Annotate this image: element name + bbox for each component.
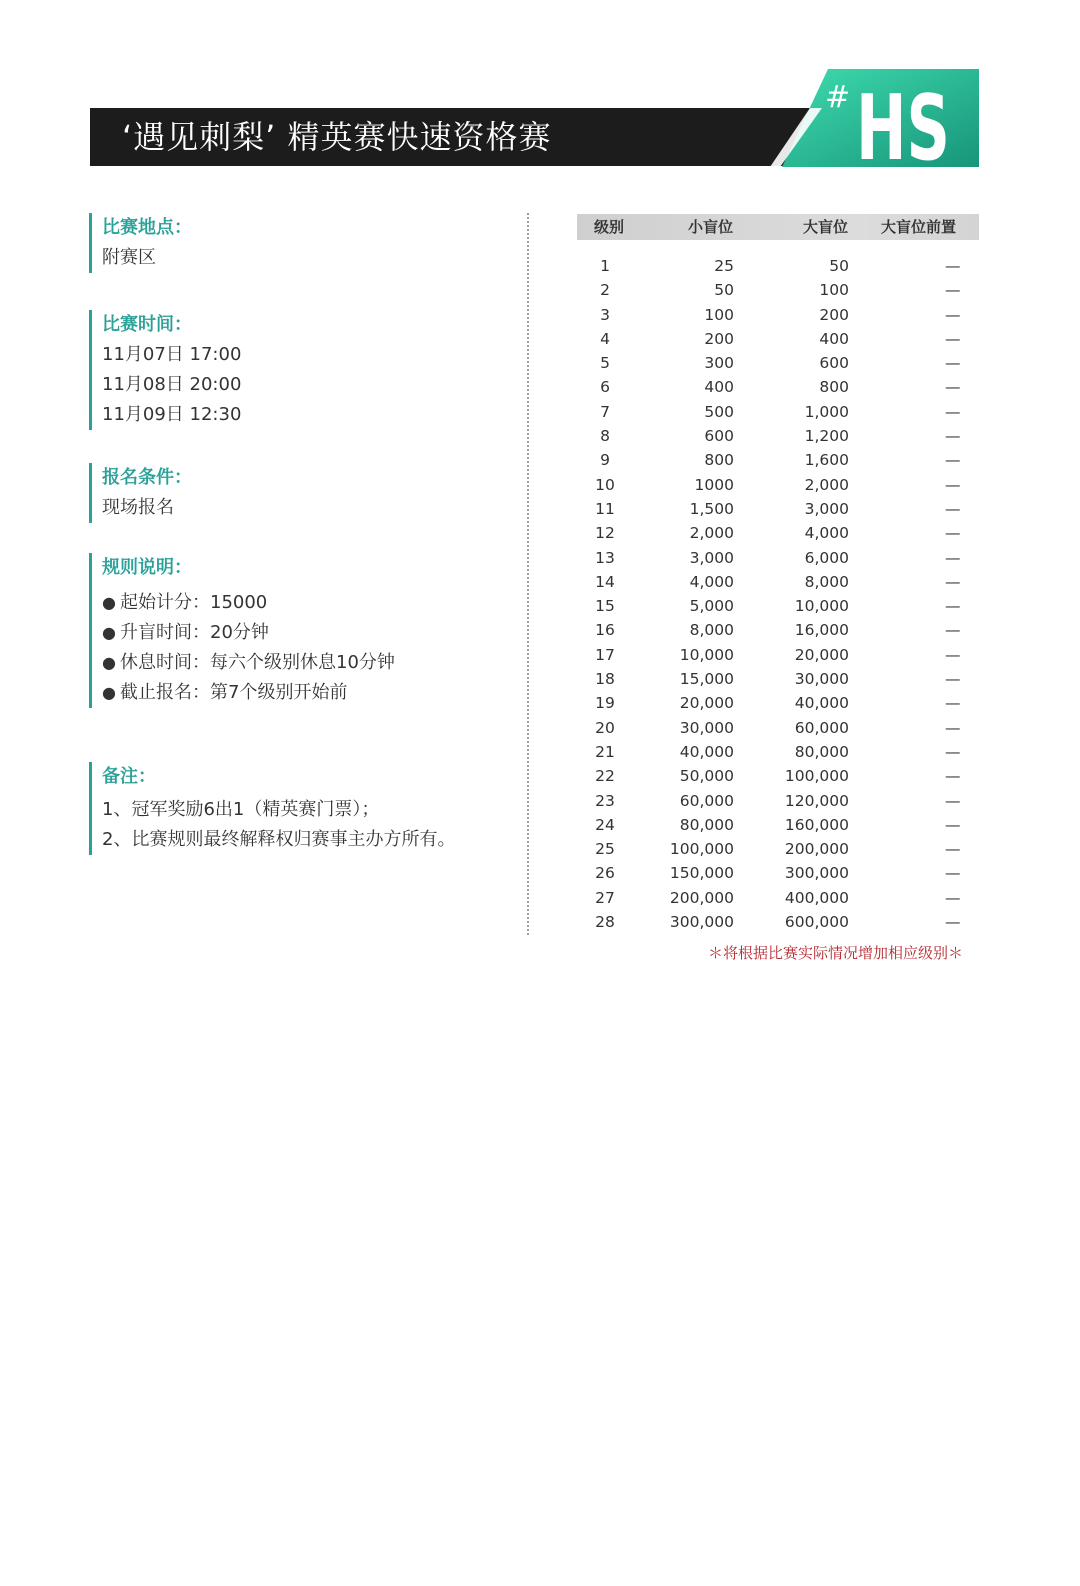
table-row — [577, 278, 979, 302]
ante-cell: — — [945, 645, 961, 664]
small-blind-cell: 10,000 — [679, 645, 734, 664]
big-blind-cell: 800 — [819, 378, 849, 397]
small-blind-cell: 600 — [704, 427, 734, 446]
big-blind-cell: 600 — [819, 354, 849, 373]
ante-cell: — — [945, 718, 961, 737]
level-cell: 5 — [600, 354, 610, 373]
level-cell: 2 — [600, 281, 610, 300]
table-row — [577, 254, 979, 278]
venue-section — [89, 213, 192, 273]
table-row — [577, 375, 979, 399]
big-blind-cell: 1,600 — [804, 451, 849, 470]
level-cell: 27 — [595, 888, 615, 907]
signup-heading: 报名条件： — [102, 467, 192, 488]
big-blind-cell: 4,000 — [804, 524, 849, 543]
small-blind-cell: 3,000 — [689, 548, 734, 567]
ante-cell: — — [945, 402, 961, 421]
table-row — [577, 351, 979, 375]
ante-cell: — — [945, 427, 961, 446]
big-blind-cell: 400,000 — [784, 888, 849, 907]
rule-item: ● 截止报名：第7个级别开始前 — [102, 678, 395, 708]
small-blind-cell: 800 — [704, 451, 734, 470]
big-blind-cell: 200 — [819, 305, 849, 324]
level-cell: 16 — [595, 621, 615, 640]
remark-item: 1、冠军奖励6出1（精英赛门票）； — [102, 799, 380, 820]
big-blind-cell: 300,000 — [784, 864, 849, 883]
small-blind-cell: 25 — [714, 257, 734, 275]
ante-cell: — — [945, 597, 961, 616]
level-cell: 19 — [595, 694, 615, 713]
small-blind-cell: 300 — [704, 354, 734, 373]
level-cell: 12 — [595, 524, 615, 543]
small-blind-cell: 150,000 — [669, 864, 734, 883]
bullet-icon: ● — [102, 593, 116, 612]
big-blind-cell: 600,000 — [784, 913, 849, 932]
small-blind-cell: 80,000 — [679, 815, 734, 834]
level-cell: 6 — [600, 378, 610, 397]
table-row — [577, 570, 979, 594]
big-blind-cell: 2,000 — [804, 475, 849, 494]
header-bb-ante: 大盲位前置 — [881, 218, 957, 236]
ante-cell: — — [945, 840, 961, 859]
venue-value: 附赛区 — [102, 247, 156, 268]
ante-cell: — — [945, 548, 961, 567]
big-blind-cell: 60,000 — [794, 718, 849, 737]
time-line: 11月08日 20:00 — [102, 374, 242, 395]
small-blind-cell: 5,000 — [689, 597, 734, 616]
table-row — [577, 448, 979, 472]
small-blind-cell: 200 — [704, 329, 734, 348]
rule-item: ● 休息时间：每六个级别休息10分钟 — [102, 648, 395, 678]
level-cell: 7 — [600, 402, 610, 421]
ante-cell: — — [945, 694, 961, 713]
level-cell: 26 — [595, 864, 615, 883]
level-cell: 15 — [595, 597, 615, 616]
column-divider — [527, 213, 529, 935]
big-blind-cell: 16,000 — [794, 621, 849, 640]
big-blind-cell: 100 — [819, 281, 849, 300]
small-blind-cell: 15,000 — [679, 670, 734, 689]
ante-cell: — — [945, 451, 961, 470]
bullet-icon: ● — [102, 653, 116, 672]
level-cell: 14 — [595, 572, 615, 591]
big-blind-cell: 40,000 — [794, 694, 849, 713]
big-blind-cell: 30,000 — [794, 670, 849, 689]
signup-section — [89, 463, 192, 523]
venue-heading: 比赛地点： — [102, 217, 192, 238]
level-cell: 25 — [595, 840, 615, 859]
small-blind-cell: 8,000 — [689, 621, 734, 640]
table-row — [577, 789, 979, 813]
small-blind-cell: 20,000 — [679, 694, 734, 713]
table-row — [577, 716, 979, 740]
big-blind-cell: 1,000 — [804, 402, 849, 421]
ante-cell: — — [945, 621, 961, 640]
page-title: ‘遇见刺梨’ 精英赛快速资格赛 — [122, 118, 552, 156]
level-cell: 10 — [595, 475, 615, 494]
table-row — [577, 764, 979, 788]
big-blind-cell: 200,000 — [784, 840, 849, 859]
ante-cell: — — [945, 742, 961, 761]
time-heading: 比赛时间： — [102, 314, 192, 335]
small-blind-cell: 40,000 — [679, 742, 734, 761]
level-cell: 3 — [600, 305, 610, 324]
big-blind-cell: 80,000 — [794, 742, 849, 761]
level-cell: 21 — [595, 742, 615, 761]
level-cell: 23 — [595, 791, 615, 810]
small-blind-cell: 1000 — [694, 475, 734, 494]
big-blind-cell: 100,000 — [784, 767, 849, 786]
time-line: 11月09日 12:30 — [102, 404, 242, 425]
big-blind-cell: 3,000 — [804, 499, 849, 518]
small-blind-cell: 200,000 — [669, 888, 734, 907]
table-footnote: ＊将根据比赛实际情况增加相应级别＊ — [707, 944, 963, 962]
table-row — [577, 618, 979, 642]
level-cell: 18 — [595, 670, 615, 689]
ante-cell: — — [945, 354, 961, 373]
time-section — [89, 310, 241, 430]
big-blind-cell: 8,000 — [804, 572, 849, 591]
small-blind-cell: 100,000 — [669, 840, 734, 859]
level-cell: 22 — [595, 767, 615, 786]
remarks-section — [89, 762, 455, 855]
ante-cell: — — [945, 767, 961, 786]
small-blind-cell: 2,000 — [689, 524, 734, 543]
big-blind-cell: 160,000 — [784, 815, 849, 834]
remarks-heading: 备注： — [102, 766, 156, 787]
big-blind-cell: 6,000 — [804, 548, 849, 567]
ante-cell: — — [945, 305, 961, 324]
level-cell: 24 — [595, 815, 615, 834]
table-header — [577, 214, 979, 240]
ante-cell: — — [945, 864, 961, 883]
level-cell: 13 — [595, 548, 615, 567]
remark-item: 2、比赛规则最终解释权归赛事主办方所有。 — [102, 829, 456, 850]
ante-cell: — — [945, 888, 961, 907]
table-row — [577, 400, 979, 424]
table-row — [577, 861, 979, 885]
signup-value: 现场报名 — [102, 497, 174, 518]
level-cell: 20 — [595, 718, 615, 737]
time-line: 11月07日 17:00 — [102, 344, 242, 365]
ante-cell: — — [945, 257, 961, 275]
ante-cell: — — [945, 281, 961, 300]
table-row — [577, 473, 979, 497]
level-cell: 11 — [595, 499, 615, 518]
small-blind-cell: 500 — [704, 402, 734, 421]
table-row — [577, 837, 979, 861]
big-blind-cell: 10,000 — [794, 597, 849, 616]
header-small-blind: 小盲位 — [688, 218, 734, 236]
level-cell: 28 — [595, 913, 615, 932]
ante-cell: — — [945, 329, 961, 348]
table-row — [577, 667, 979, 691]
table-row — [577, 521, 979, 545]
small-blind-cell: 50,000 — [679, 767, 734, 786]
ante-cell: — — [945, 378, 961, 397]
blind-table — [577, 254, 979, 934]
ante-cell: — — [945, 499, 961, 518]
small-blind-cell: 100 — [704, 305, 734, 324]
table-row — [577, 594, 979, 618]
ante-cell: — — [945, 524, 961, 543]
rules-section — [89, 553, 395, 708]
small-blind-cell: 60,000 — [679, 791, 734, 810]
table-row — [577, 813, 979, 837]
hs-logo — [770, 69, 979, 181]
small-blind-cell: 1,500 — [689, 499, 734, 518]
logo-text: HS — [856, 76, 950, 181]
header-big-blind: 大盲位 — [803, 218, 849, 236]
level-cell: 4 — [600, 329, 610, 348]
header-level: 级别 — [594, 218, 625, 236]
table-row — [577, 497, 979, 521]
ante-cell: — — [945, 815, 961, 834]
level-cell: 8 — [600, 427, 610, 446]
ante-cell: — — [945, 475, 961, 494]
ante-cell: — — [945, 670, 961, 689]
big-blind-cell: 20,000 — [794, 645, 849, 664]
table-row — [577, 546, 979, 570]
rules-heading: 规则说明： — [102, 557, 192, 578]
table-row — [577, 691, 979, 715]
table-row — [577, 424, 979, 448]
table-row — [577, 740, 979, 764]
bullet-icon: ● — [102, 623, 116, 642]
rule-item: ● 起始计分：15000 — [102, 588, 395, 618]
small-blind-cell: 50 — [714, 281, 734, 300]
table-row — [577, 303, 979, 327]
small-blind-cell: 4,000 — [689, 572, 734, 591]
ante-cell: — — [945, 572, 961, 591]
rule-item: ● 升盲时间：20分钟 — [102, 618, 395, 648]
table-row — [577, 910, 979, 934]
ante-cell: — — [945, 791, 961, 810]
big-blind-cell: 1,200 — [804, 427, 849, 446]
big-blind-cell: 50 — [829, 257, 849, 275]
ante-cell: — — [945, 913, 961, 932]
bullet-icon: ● — [102, 683, 116, 702]
table-row — [577, 327, 979, 351]
big-blind-cell: 400 — [819, 329, 849, 348]
level-cell: 9 — [600, 451, 610, 470]
small-blind-cell: 300,000 — [669, 913, 734, 932]
big-blind-cell: 120,000 — [784, 791, 849, 810]
logo-hash: # — [825, 80, 851, 115]
level-cell: 17 — [595, 645, 615, 664]
level-cell: 1 — [600, 257, 610, 275]
small-blind-cell: 400 — [704, 378, 734, 397]
table-row — [577, 643, 979, 667]
table-row — [577, 886, 979, 910]
small-blind-cell: 30,000 — [679, 718, 734, 737]
